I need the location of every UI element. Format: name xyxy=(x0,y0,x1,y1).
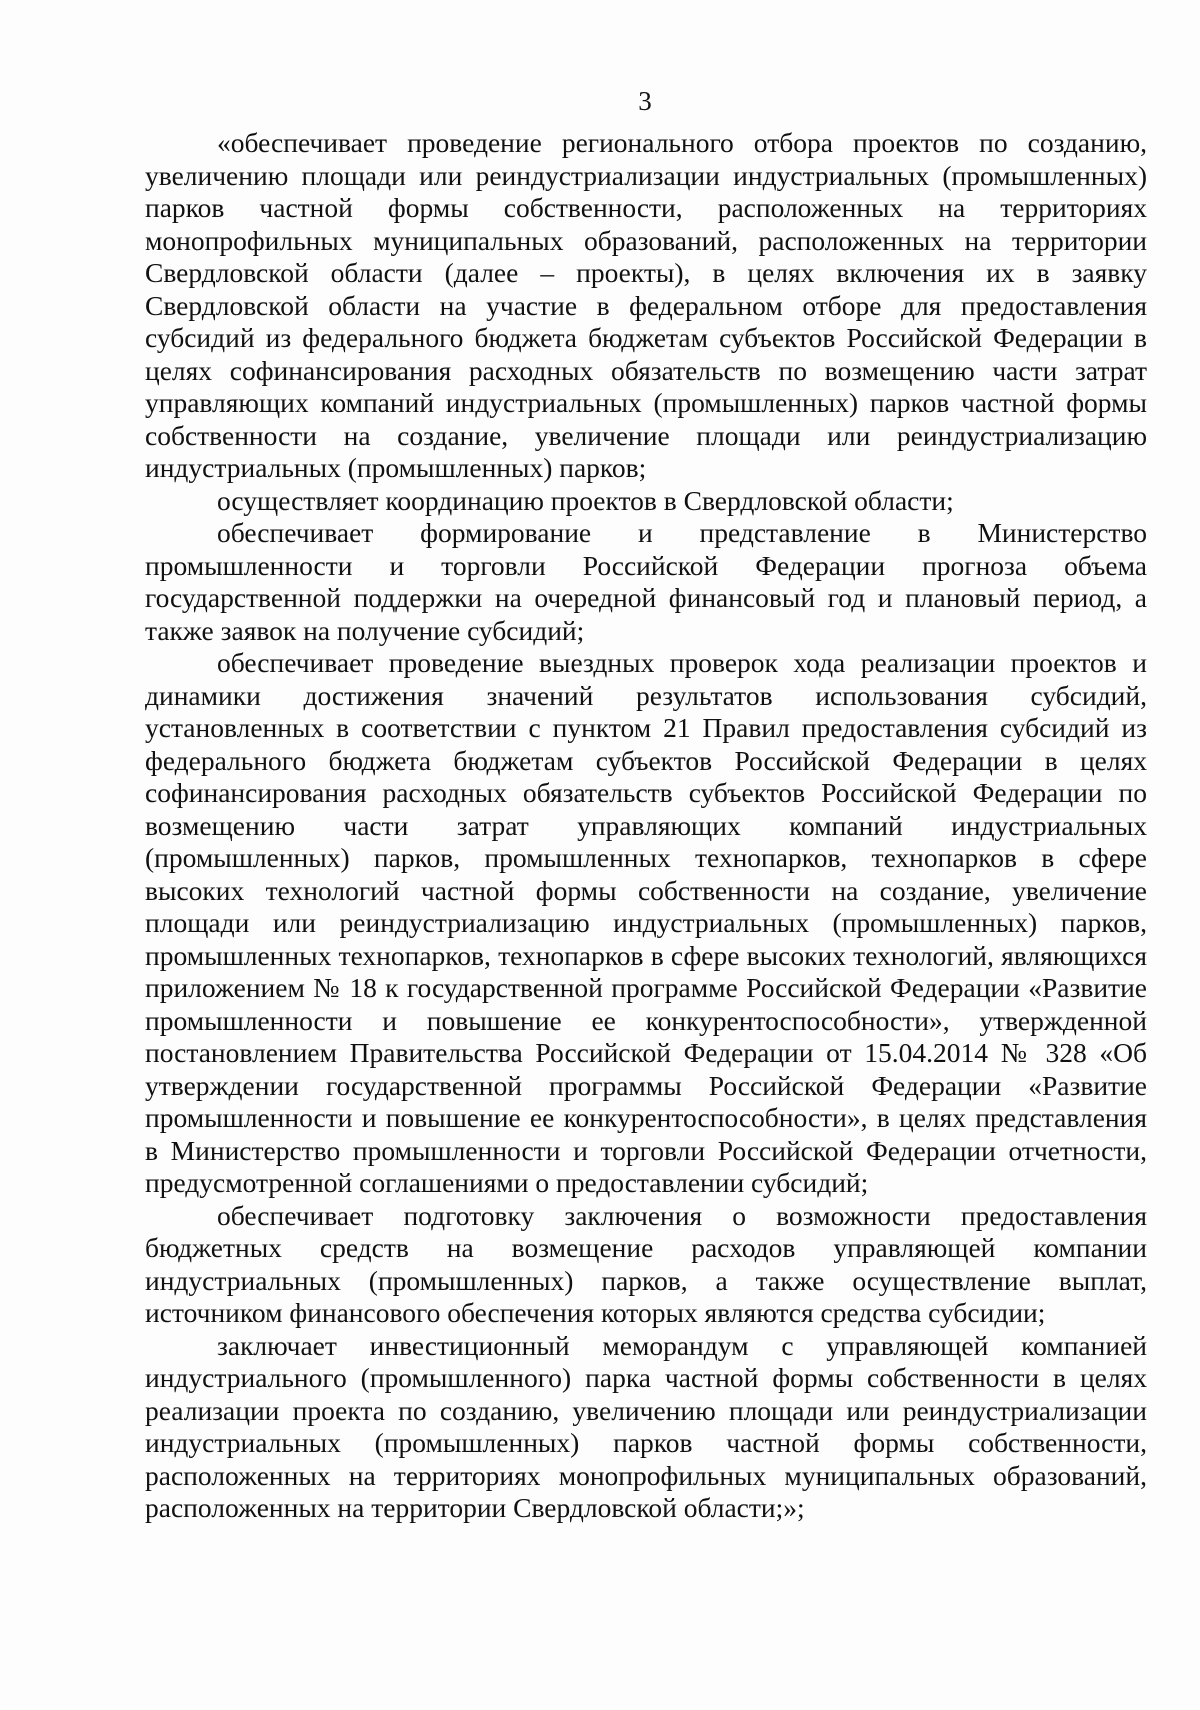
paragraph-project-coordination: осуществляет координацию проектов в Свердловской области; xyxy=(217,484,954,516)
document-body xyxy=(145,127,1147,1525)
page-number: 3 xyxy=(638,86,652,116)
paragraph-budget-conclusion: обеспечивает подготовку заключения о возможности предоставления бюджетных средств на возмещение расходов управляющей компании индустриальных (промышленных) парков, а также осуществление выплат, источником финансового обеспечения которых являются средства субсидии; xyxy=(145,1199,1147,1328)
paragraph-investment-memorandum: заключает инвестиционный меморандум с управляющей компанией индустриального (промышленного) парка частной формы собственности в целях реализации проекта по созданию, увеличению площади или реиндустриализации индустриальных (промышленных) парков частной формы собственности, расположенных на территориях монопрофильных муниципальных образований, расположенных на территории Свердловской области;»; xyxy=(145,1329,1147,1523)
paragraph-support-forecast: обеспечивает формирование и представление в Министерство промышленности и торговли Российской Федерации прогноза объема государственной поддержки на очередной финансовый год и плановый период, а также заявок на получение субсидий; xyxy=(145,517,1147,646)
paragraph-field-inspections: обеспечивает проведение выездных проверок хода реализации проектов и динамики достижения значений результатов использования субсидий, установленных в соответствии с пунктом 21 Правил предоставления субсидий из федерального бюджета бюджетам субъектов Российской Федерации в целях софинансирования расходных обязательств субъектов Российской Федерации по возмещению части затрат управляющих компаний индустриальных (промышленных) парков, промышленных технопарков, технопарков в сфере высоких технологий частной формы собственности на создание, увеличение площади или реиндустриализацию индустриальных (промышленных) парков, промышленных технопарков, технопарков в сфере высоких технологий, являющихся приложением № 18 к государственной программе Российской Федерации «Развитие промышленности и повышение ее конкурентоспособности», утвержденной постановлением Правительства Российской Федерации от 15.04.2014 № 328 «Об утверждении государственной программы Российской Федерации «Развитие промышленности и повышение ее конкурентоспособности», в целях представления в Министерство промышленности и торговли Российской Федерации отчетности, предусмотренной соглашениями о предоставлении субсидий; xyxy=(145,647,1147,1198)
paragraph-regional-selection: «обеспечивает проведение регионального отбора проектов по созданию, увеличению площади или реиндустриализации индустриальных (промышленных) парков частной формы собственности, расположенных на территориях монопрофильных муниципальных образований, расположенных на территории Свердловской области (далее – проекты), в целях включения их в заявку Свердловской области на участие в федеральном отборе для предоставления субсидий из федерального бюджета бюджетам субъектов Российской Федерации в целях софинансирования расходных обязательств по возмещению части затрат управляющих компаний индустриальных (промышленных) парков частной формы собственности на создание, увеличение площади или реиндустриализацию индустриальных (промышленных) парков; xyxy=(145,127,1147,483)
